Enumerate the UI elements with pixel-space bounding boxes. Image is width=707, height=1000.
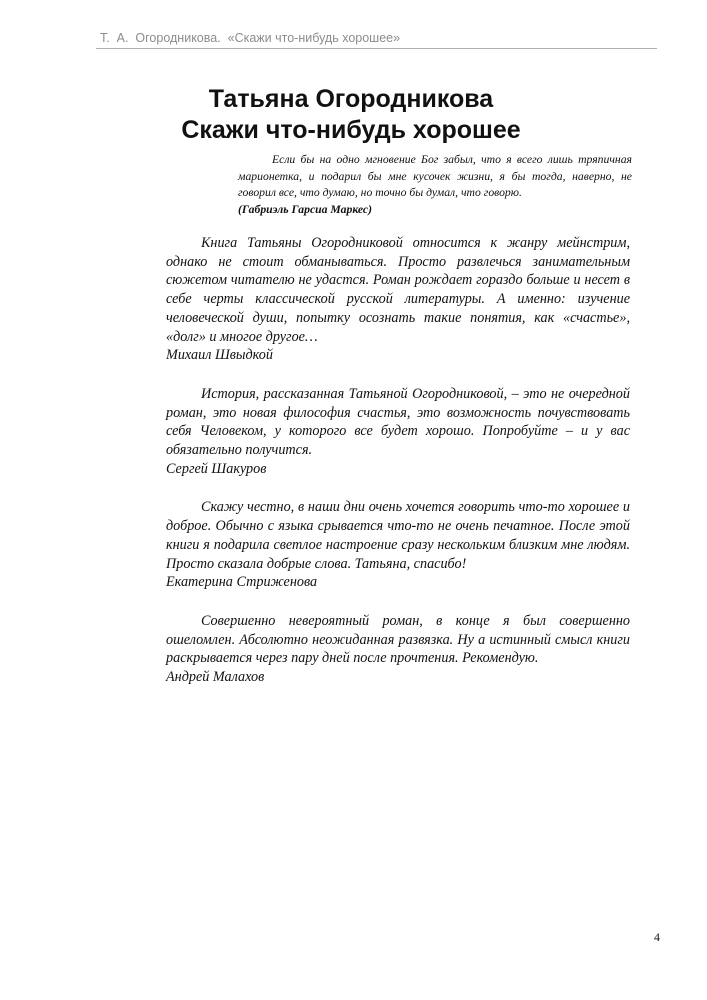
review-author: Сергей Шакуров (166, 460, 267, 477)
review-item (166, 612, 630, 687)
review-item (166, 385, 630, 479)
review-item (166, 234, 630, 365)
epigraph-text: Если бы на одно мгновение Бог забыл, что я всего лишь тряпичная марионетка, и подарил бы мне кусочек жизни, я бы тогда, наверно, не говорил все, что думаю, но точно бы думал, что говорю. (238, 153, 632, 199)
header-divider (96, 48, 657, 49)
review-text: История, рассказанная Татьяной Огородниковой, – это не очередной роман, это новая философия счастья, это возможность почувствовать себя Человеком, у которого все будет хорошо. Попробуйте – и у вас обязательно получится. (166, 385, 630, 459)
book-title: Скажи что-нибудь хорошее (181, 116, 521, 144)
page-number: 4 (654, 930, 660, 944)
review-author: Андрей Малахов (166, 669, 265, 686)
epigraph (238, 152, 632, 218)
review-text: Совершенно невероятный роман, в конце я был совершенно ошеломлен. Абсолютно неожиданная развязка. Ну а истинный смысл книги раскрывается через пару дней после прочтения. Рекомендую. (166, 612, 630, 667)
review-text: Книга Татьяны Огородниковой относится к жанру мейнстрим, однако не стоит обманываться. Просто развлечься занимательным сюжетом читателю не удастся. Роман рождает гораздо больше и несет в себе черты классической русской литературы. А именно: изучение человеческой души, попытку осознать такие понятия, как «счастье», «долг» и многое другое… (166, 235, 630, 345)
review-text: Скажу честно, в наши дни очень хочется говорить что-то хорошее и доброе. Обычно с языка срывается что-то не очень печатное. После этой книги я подарила светлое настроение сразу нескольким близким мне людям. Просто сказала добрые слова. Татьяна, спасибо! (166, 499, 630, 572)
running-header: Т. А. Огородникова. «Скажи что-нибудь хорошее» (100, 31, 401, 45)
review-author: Михаил Швыдкой (166, 347, 273, 364)
book-author-title: Татьяна Огородникова (208, 85, 494, 113)
review-item (166, 498, 630, 592)
epigraph-attribution: (Габриэль Гарсиа Маркес) (238, 202, 373, 216)
title-block (96, 84, 606, 146)
review-author: Екатерина Стриженова (166, 574, 318, 591)
reviews-section (166, 234, 630, 707)
